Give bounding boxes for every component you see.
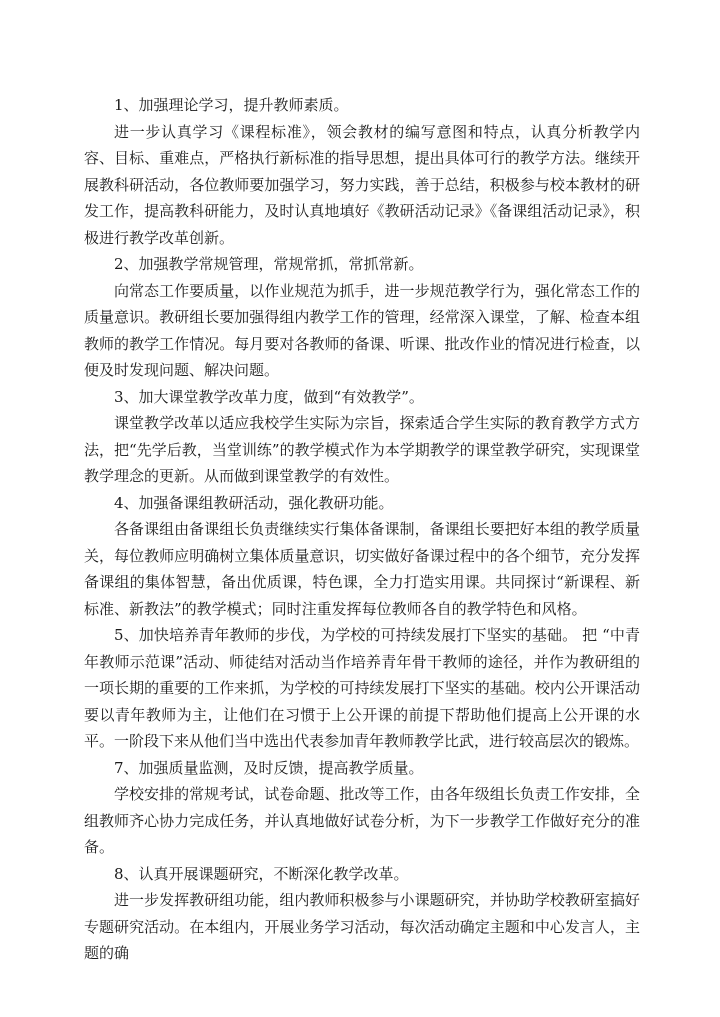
section-8-heading: 8、认真开展课题研究，不断深化教学改革。 bbox=[114, 864, 409, 883]
section-1-body: 进一步认真学习《课程标准》，领会教材的编写意图和特点，认真分析教学内容、目标、重难点，严格执行新标准的指导思想，提出具体可行的教学方法。继续开展教科研活动，各位教师要加强学习，努力实践，善于总结，积极参与校本教材的研发工作，提高教科研能力，及时认真地填好《教研活动记录》《备课组活动记录》，积极进行教学改革创新。 bbox=[84, 122, 640, 247]
document-page bbox=[84, 92, 640, 967]
section-2-heading: 2、加强教学常规管理，常规常抓，常抓常新。 bbox=[114, 255, 424, 273]
section-7-body: 学校安排的常规考试，试卷命题、批改等工作，由各年级组长负责工作安排，全组教师齐心协力完成任务，并认真地做好试卷分析，为下一步教学工作做好充分的准备。 bbox=[84, 785, 640, 856]
section-3-body: 课堂教学改革以适应我校学生实际为宗旨，探索适合学生实际的教育教学方式方法，把“先学后教，当堂训练”的教学模式作为本学期教学的课堂教学研究，实现课堂教学理念的更新。从而做到课堂教学的有效性。 bbox=[84, 414, 640, 485]
section-5-body: 5、加快培养青年教师的步伐，为学校的可持续发展打下坚实的基础。 把 “中青年教师示范课”活动、师徒结对活动当作培养青年骨干教师的途径，并作为教研组的一项长期的重要的工作来抓，为学校的可持续发展打下坚实的基础。校内公开课活动要以青年教师为主，让他们在习惯于上公开课的前提下帮助他们提高上公开课的水平。一阶段下来从他们当中选出代表参加青年教师教学比武，进行较高层次的锻炼。 bbox=[84, 626, 640, 750]
section-3-heading: 3、加大课堂教学改革力度，做到“有效教学”。 bbox=[114, 387, 424, 406]
section-8-body: 进一步发挥教研组功能，组内教师积极参与小课题研究，并协助学校教研室搞好专题研究活动。在本组内，开展业务学习活动，每次活动确定主题和中心发言人，主题的确 bbox=[84, 891, 640, 962]
section-7-heading: 7、加强质量监测，及时反馈，提高教学质量。 bbox=[114, 758, 424, 777]
section-4-body: 各备课组由备课组长负责继续实行集体备课制，备课组长要把好本组的教学质量关，每位教师应明确树立集体质量意识，切实做好备课过程中的各个细节，充分发挥备课组的集体智慧，备出优质课，特色课，全力打造实用课。共同探讨“新课程、新标准、新教法”的教学模式；同时注重发挥每位教师各自的教学特色和风格。 bbox=[84, 520, 640, 618]
section-4-heading: 4、加强备课组教研活动，强化教研功能。 bbox=[114, 493, 394, 512]
section-2-body: 向常态工作要质量，以作业规范为抓手，进一步规范教学行为，强化常态工作的质量意识。教研组长要加强得组内教学工作的管理，经常深入课堂，了解、检查本组教师的教学工作情况。每月要对各教师的备课、听课、批改作业的情况进行检查，以便及时发现问题、解决问题。 bbox=[84, 281, 640, 379]
section-1-heading: 1、加强理论学习，提升教师素质。 bbox=[114, 96, 349, 114]
